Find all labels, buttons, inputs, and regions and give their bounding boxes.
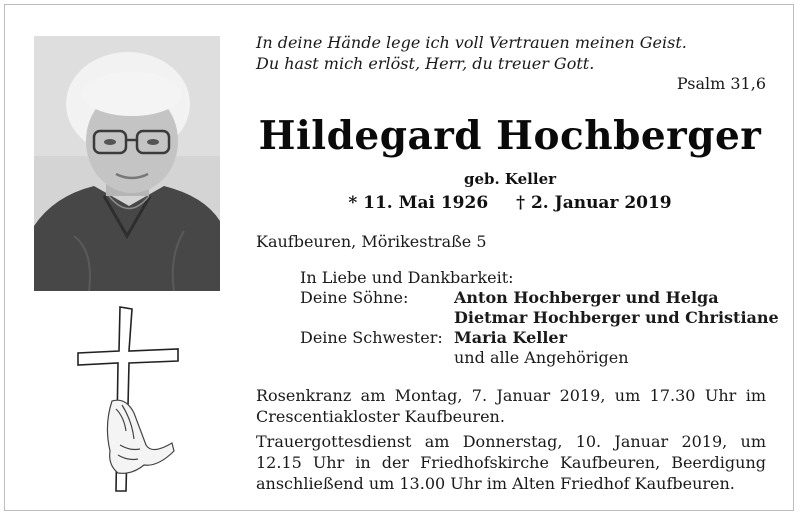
funeral-service-info: Trauergottesdienst am Donnerstag, 10. Januar 2019, um 12.15 Uhr in der Friedhofskirche Kaufbeuren, Beerdigung anschließend um 13.00 Uhr im Alten Friedhof Kaufbeuren.	[256, 432, 766, 493]
sister-label: Deine Schwester:	[300, 328, 443, 347]
quote-line-1: In deine Hände lege ich voll Vertrauen meinen Geist.	[256, 33, 687, 52]
son-1: Anton Hochberger und Helga	[454, 288, 719, 307]
sons-label: Deine Söhne:	[300, 288, 409, 307]
quote-line-2: Du hast mich erlöst, Herr, du treuer Gott.	[256, 54, 595, 73]
family-list	[300, 268, 779, 368]
relatives: und alle Angehörigen	[454, 348, 629, 367]
cross-with-praying-hands-icon	[74, 305, 184, 495]
death-date: † 2. Januar 2019	[516, 193, 672, 213]
maiden-name: geb. Keller	[463, 170, 557, 188]
scripture-quote	[256, 32, 756, 74]
rosary-info: Rosenkranz am Montag, 7. Januar 2019, um 17.30 Uhr im Crescentiakloster Kaufbeuren.	[256, 386, 766, 426]
family-intro: In Liebe und Dankbarkeit:	[300, 268, 514, 287]
life-dates	[236, 193, 784, 213]
son-2: Dietmar Hochberger und Christiane	[454, 308, 779, 327]
portrait-image	[34, 36, 220, 291]
birth-date: * 11. Mai 1926	[348, 193, 489, 213]
address: Kaufbeuren, Mörikestraße 5	[256, 232, 487, 251]
psalm-reference: Psalm 31,6	[676, 74, 766, 93]
portrait-photo	[34, 36, 220, 291]
sister-name: Maria Keller	[454, 328, 568, 347]
deceased-name: Hildegard Hochberger	[258, 113, 762, 159]
